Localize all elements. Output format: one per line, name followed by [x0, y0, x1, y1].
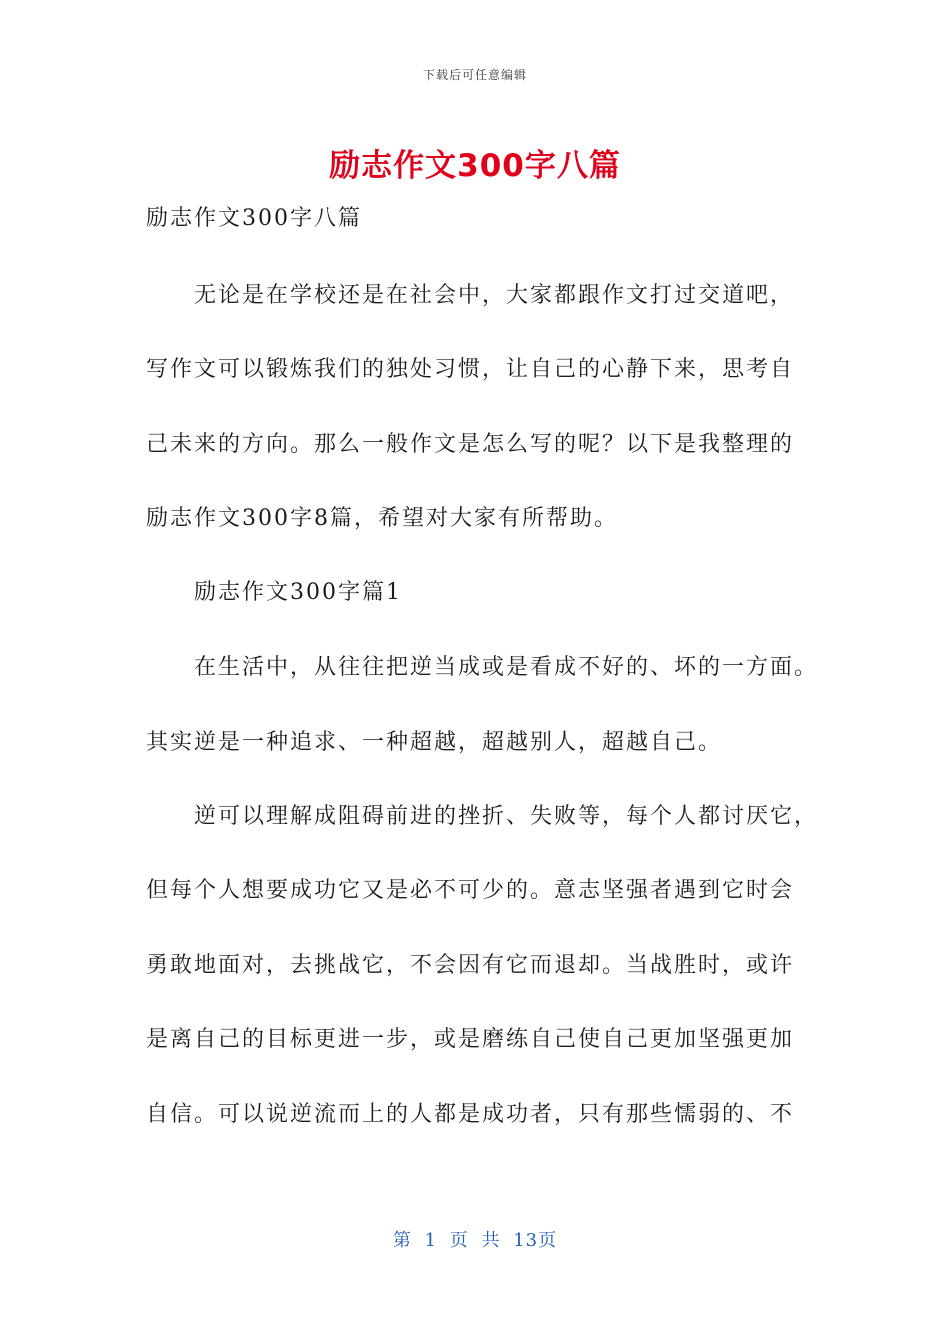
body-line: 逆可以理解成阻碍前进的挫折、失败等，每个人都讨厌它，: [194, 804, 819, 829]
header-note: 下载后可任意编辑: [422, 68, 527, 82]
page-indicator: 第 1 页 共 13页: [392, 1230, 558, 1251]
body-line: 己未来的方向。那么一般作文是怎么写的呢？以下是我整理的: [146, 432, 795, 457]
body-line: 在生活中，从往往把逆当成或是看成不好的、坏的一方面。: [194, 655, 819, 680]
body-line: 其实逆是一种追求、一种超越，超越别人，超越自己。: [146, 730, 723, 755]
body-line: 无论是在学校还是在社会中，大家都跟作文打过交道吧，: [194, 283, 795, 308]
section-heading: 励志作文300字篇1: [194, 580, 402, 605]
body-line: 勇敢地面对，去挑战它，不会因有它而退却。当战胜时，或许: [146, 953, 795, 978]
document-title: 励志作文300字八篇: [329, 148, 621, 184]
body-line: 写作文可以锻炼我们的独处习惯，让自己的心静下来，思考自: [146, 357, 795, 382]
body-line: 但每个人想要成功它又是必不可少的。意志坚强者遇到它时会: [146, 878, 795, 903]
body-line: 是离自己的目标更进一步，或是磨练自己使自己更加坚强更加: [146, 1027, 795, 1052]
body-line: 自信。可以说逆流而上的人都是成功者，只有那些懦弱的、不: [146, 1102, 795, 1127]
body-line: 励志作文300字8篇，希望对大家有所帮助。: [146, 506, 618, 531]
body-line-subtitle: 励志作文300字八篇: [146, 206, 362, 231]
